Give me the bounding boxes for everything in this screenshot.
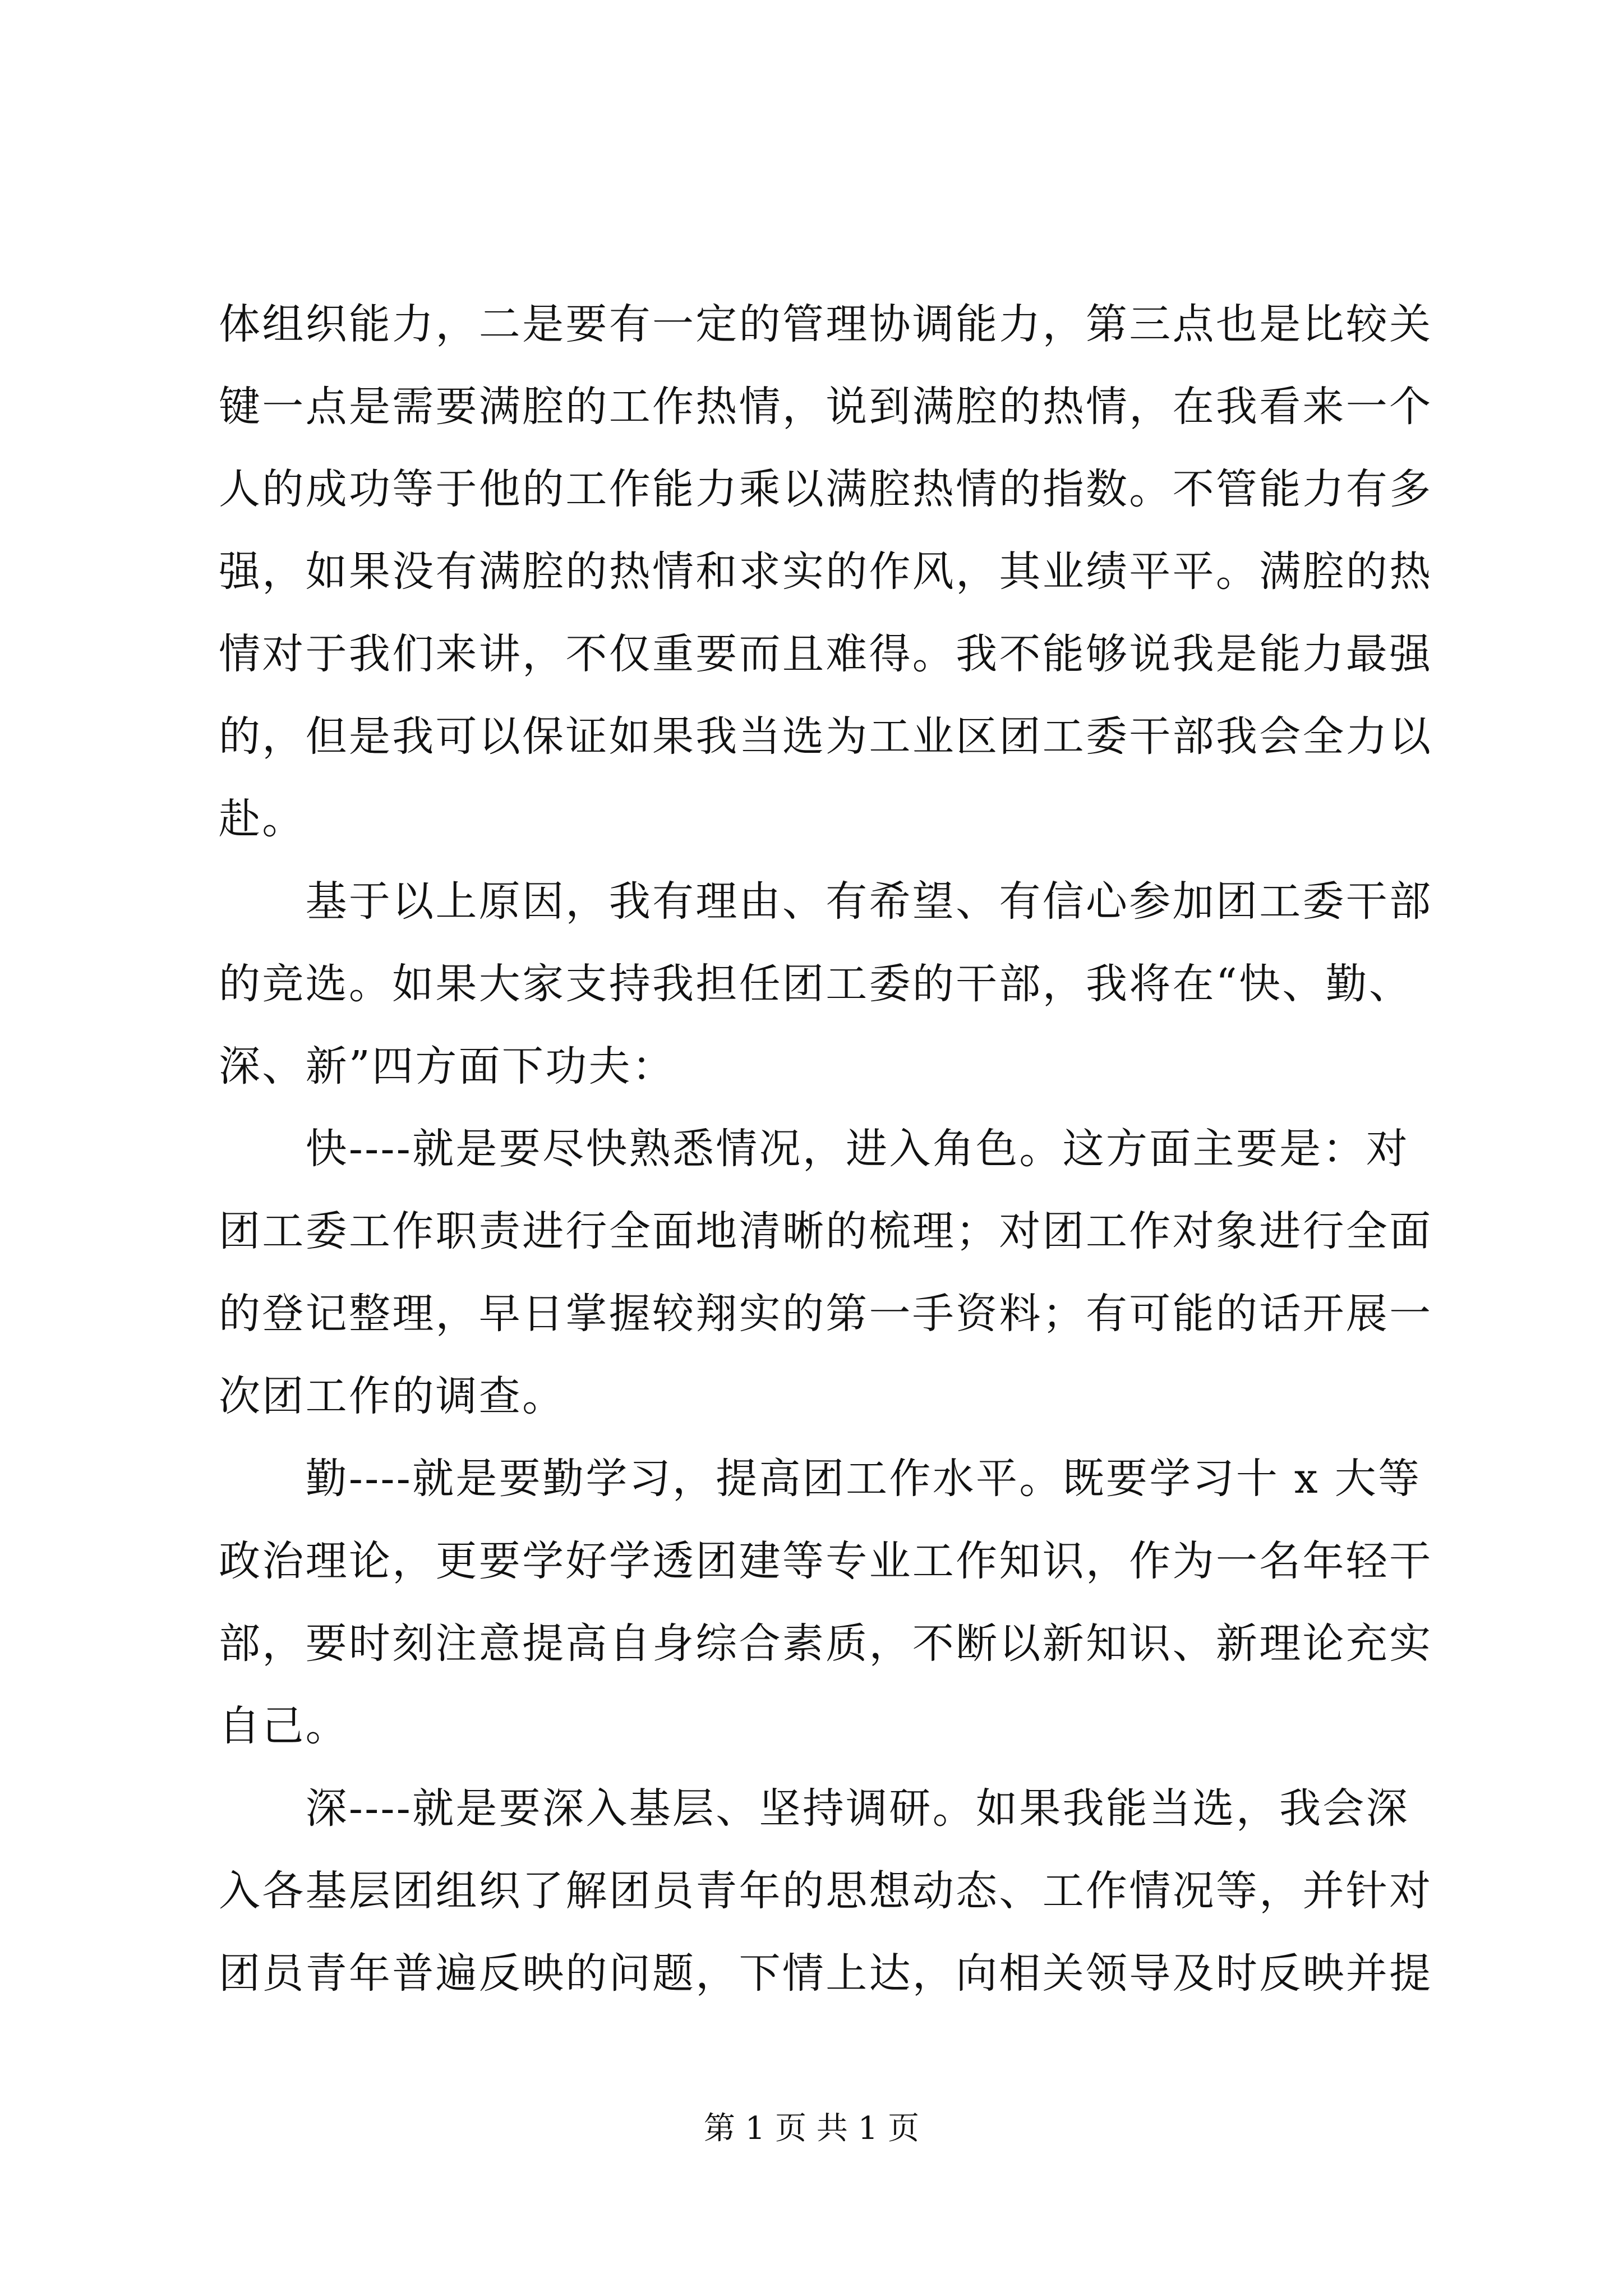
text-line: 团工委工作职责进行全面地清晰的梳理；对团工作对象进行全面 — [219, 1207, 1433, 1255]
text-line: 政治理论，更要学好学透团建等专业工作知识，作为一名年轻干 — [219, 1537, 1433, 1585]
text-line: 的登记整理，早日掌握较翔实的第一手资料；有可能的话开展一 — [219, 1290, 1433, 1338]
text-line: 基于以上原因，我有理由、有希望、有信心参加团工委干部 — [219, 877, 1433, 926]
body-text — [219, 283, 1433, 2015]
text-line: 部，要时刻注意提高自身综合素质，不断以新知识、新理论充实 — [219, 1619, 1433, 1668]
text-line: 情对于我们来讲，不仅重要而且难得。我不能够说我是能力最强 — [219, 630, 1433, 678]
text-line: 入各基层团组织了解团员青年的思想动态、工作情况等，并针对 — [219, 1867, 1433, 1915]
text-line: 快----就是要尽快熟悉情况，进入角色。这方面主要是：对 — [219, 1125, 1410, 1173]
page-number-label: 第 1 页 共 1 页 — [703, 2110, 920, 2147]
text-line: 勤----就是要勤学习，提高团工作水平。既要学习十 x 大等 — [219, 1455, 1422, 1503]
text-line: 团员青年普遍反映的问题，下情上达，向相关领导及时反映并提 — [219, 1949, 1433, 1998]
text-line: 深----就是要深入基层、坚持调研。如果我能当选，我会深 — [219, 1784, 1410, 1833]
page-footer — [0, 2106, 1623, 2151]
text-line: 体组织能力，二是要有一定的管理协调能力，第三点也是比较关 — [219, 300, 1433, 348]
text-line: 的竞选。如果大家支持我担任团工委的干部，我将在“快、勤、 — [219, 960, 1413, 1008]
text-line: 人的成功等于他的工作能力乘以满腔热情的指数。不管能力有多 — [219, 465, 1433, 513]
text-line: 自己。 — [219, 1702, 349, 1750]
text-line: 次团工作的调查。 — [219, 1372, 566, 1420]
text-line: 强，如果没有满腔的热情和求实的作风，其业绩平平。满腔的热 — [219, 547, 1433, 596]
text-line: 赴。 — [219, 795, 306, 843]
text-line: 深、新”四方面下功夫： — [219, 1042, 676, 1091]
text-line: 的，但是我可以保证如果我当选为工业区团工委干部我会全力以 — [219, 712, 1433, 761]
text-line: 键一点是需要满腔的工作热情，说到满腔的热情，在我看来一个 — [219, 383, 1433, 431]
